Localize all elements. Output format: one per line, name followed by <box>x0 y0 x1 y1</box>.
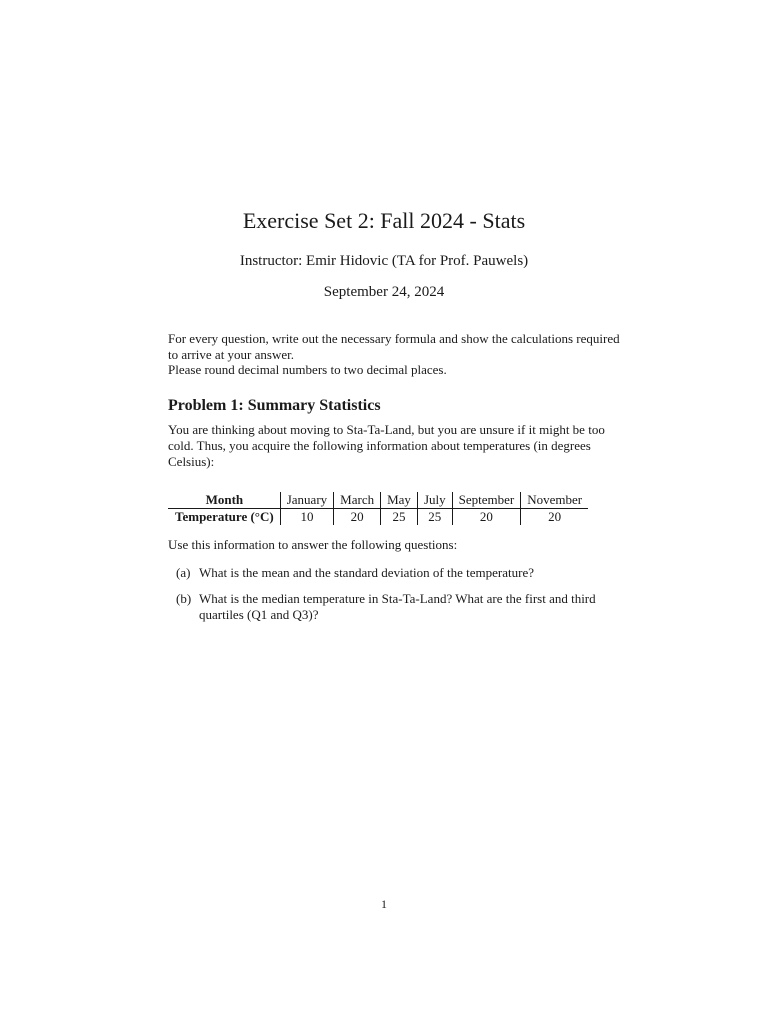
table-cell-month: January <box>280 492 333 509</box>
table-row-temperatures <box>168 509 588 526</box>
table-cell-month: September <box>452 492 521 509</box>
instructions <box>168 331 628 378</box>
author-line: Instructor: Emir Hidovic (TA for Prof. Pauwels) <box>239 253 529 269</box>
question-a <box>176 565 606 581</box>
instructions-line-2: Please round decimal numbers to two decimal places. <box>168 362 447 377</box>
table-header-temperature: Temperature (°C) <box>168 509 280 526</box>
temperature-table <box>168 492 588 525</box>
question-b <box>176 591 606 623</box>
document-date: September 24, 2024 <box>323 284 445 300</box>
table-cell-month: November <box>521 492 588 509</box>
table-cell-temperature: 20 <box>452 509 521 526</box>
table-cell-temperature: 20 <box>548 509 562 524</box>
question-text: What is the median temperature in Sta-Ta-Land? What are the first and third quartiles (Q1 and Q3)? <box>199 591 596 622</box>
document-title: Exercise Set 2: Fall 2024 - Stats <box>242 208 526 233</box>
problem-1-description: You are thinking about moving to Sta-Ta-Land, but you are unsure if it might be too cold. Thus, you acquire the following information about temperatures (in degrees Celsius): <box>168 422 605 469</box>
table-cell-temperature: 20 <box>334 509 381 526</box>
table-cell-temperature: 25 <box>417 509 452 526</box>
table-row-months <box>168 492 588 509</box>
table-cell-month: July <box>417 492 452 509</box>
table-cell-temperature: 25 <box>381 509 418 526</box>
table-cell-month: May <box>381 492 418 509</box>
instructions-line-1: For every question, write out the necessary formula and show the calculations required to arrive at your answer. <box>168 331 620 362</box>
problem-1-title: Problem 1: Summary Statistics <box>168 397 381 414</box>
table-cell-temperature: 10 <box>280 509 333 526</box>
question-label: (b) <box>176 591 192 606</box>
question-label: (a) <box>176 565 191 580</box>
table-cell-month: March <box>334 492 381 509</box>
questions-intro: Use this information to answer the following questions: <box>168 537 458 552</box>
question-text: What is the mean and the standard deviation of the temperature? <box>199 565 534 580</box>
table-header-month: Month <box>168 492 280 509</box>
page-number: 1 <box>381 897 387 911</box>
